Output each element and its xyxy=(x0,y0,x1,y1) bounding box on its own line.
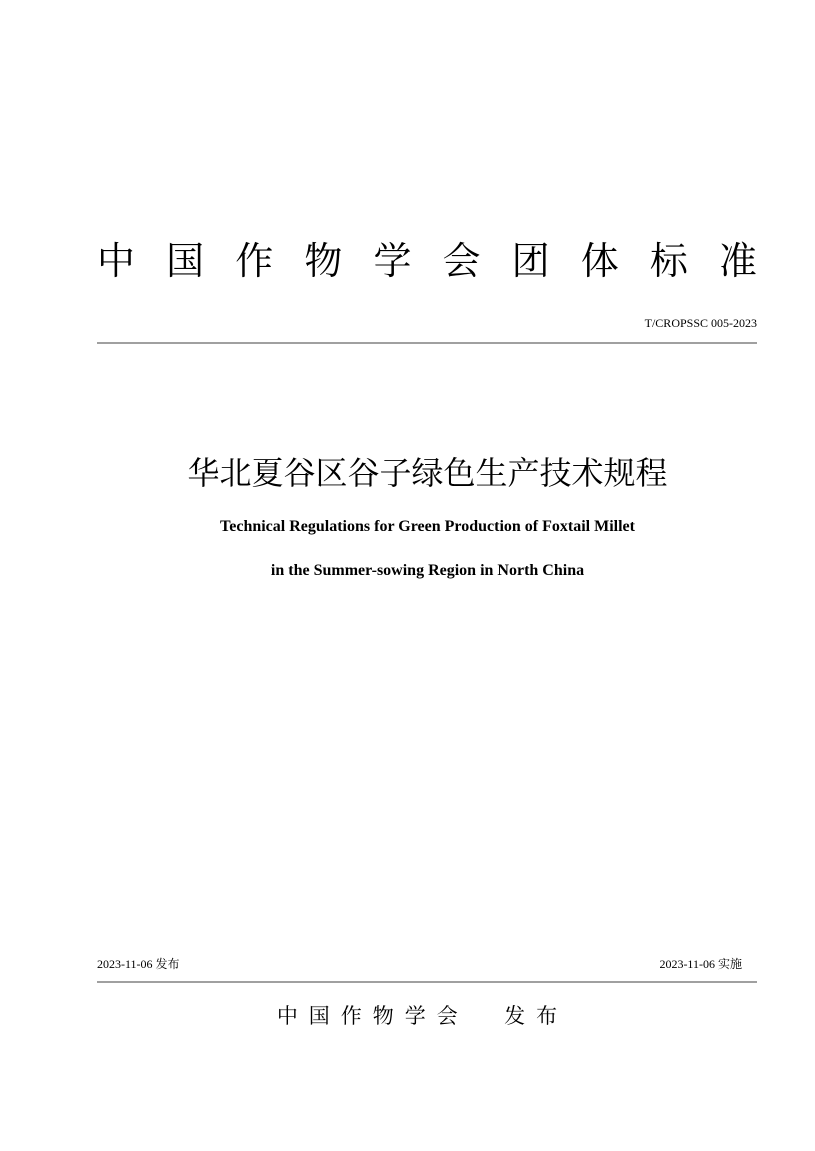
issue-date: 2023-11-06 发布 xyxy=(97,957,180,971)
implementation-date: 2023-11-06 实施 xyxy=(659,957,742,971)
heading-char: 准 xyxy=(718,239,757,283)
heading-char: 会 xyxy=(442,239,481,283)
heading-char: 作 xyxy=(235,239,274,283)
heading-char: 团 xyxy=(511,239,550,283)
heading-char: 物 xyxy=(304,239,343,283)
document-title-english-line2: in the Summer-sowing Region in North China xyxy=(270,562,585,579)
heading-char: 标 xyxy=(649,239,688,283)
heading-char: 学 xyxy=(373,239,412,283)
document-title-chinese: 华北夏谷区谷子绿色生产技术规程 xyxy=(187,454,668,492)
heading-char: 中 xyxy=(97,239,136,283)
heading-char: 体 xyxy=(580,239,619,283)
heading-char: 国 xyxy=(166,239,205,283)
bottom-divider xyxy=(97,981,757,983)
top-divider xyxy=(97,342,757,344)
document-title-english-line1: Technical Regulations for Green Production of Foxtail Millet xyxy=(220,518,635,535)
organization-standard-heading xyxy=(97,236,757,286)
standard-number: T/CROPSSC 005-2023 xyxy=(644,316,757,330)
publisher-line: 中国作物学会 发布 xyxy=(276,1004,569,1028)
